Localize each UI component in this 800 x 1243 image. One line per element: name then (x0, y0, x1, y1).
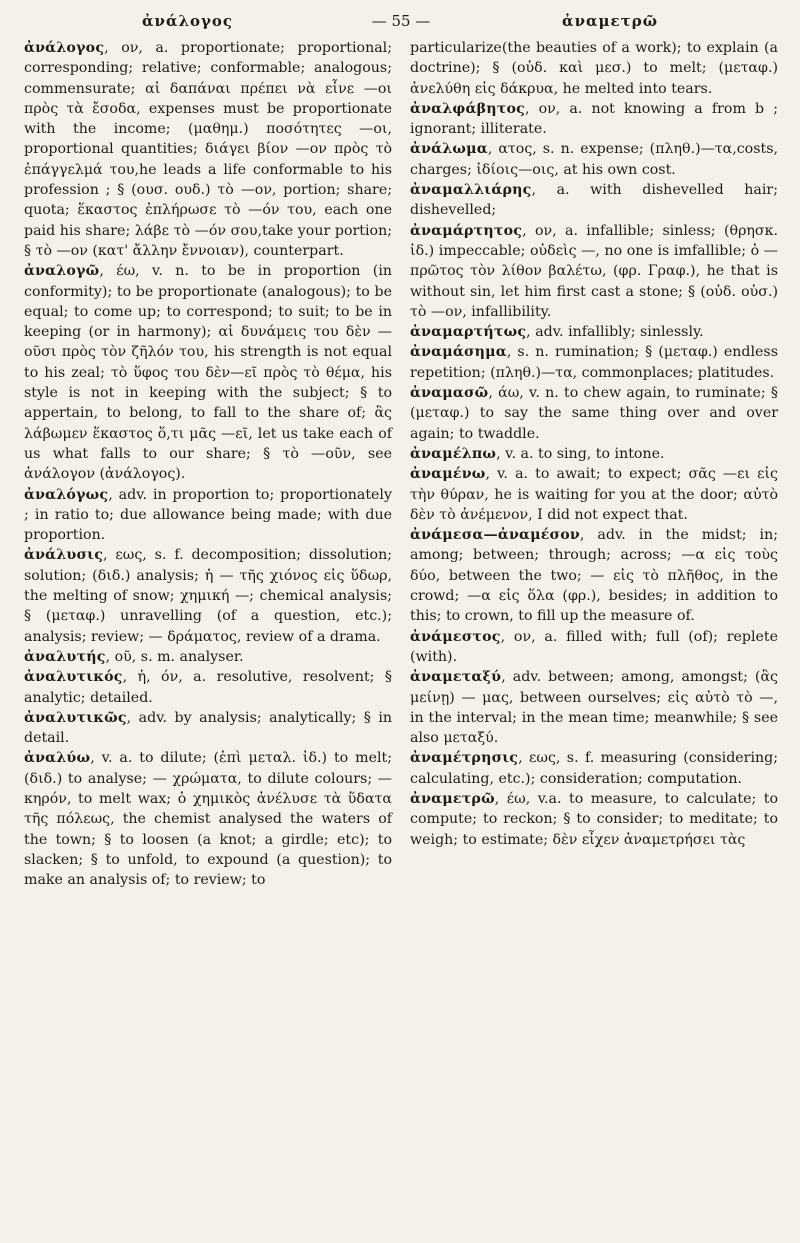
entry-headword: ἀναμάρτητος (410, 222, 523, 239)
dictionary-entry (24, 38, 392, 261)
entry-definition: , adv. in proportion to; proportionately ; in ratio to; due allowance being made; with due proportion. (24, 486, 392, 544)
running-head-last-word: ἀναμετρῶ (562, 12, 658, 30)
columns (24, 38, 778, 890)
entry-headword: ἀναμέλπω (410, 445, 497, 462)
dictionary-entry (410, 383, 778, 444)
entry-headword: ἀναλυτικῶς (24, 709, 127, 726)
entry-headword: ἀνάλυσις (24, 547, 104, 564)
entry-headword: ἀναμασῶ (410, 385, 489, 402)
entry-definition: , v. a. to sing, to intone. (496, 445, 665, 462)
entry-definition: , άω, v. n. to chew again, to ruminate; § (μεταφ.) to say the same thing over and over again; to twaddle. (410, 385, 778, 442)
entry-definition: , ον, a. filled with; full (of); replete (with). (410, 628, 778, 665)
dictionary-entry (24, 667, 392, 708)
right-column (410, 38, 778, 890)
entry-definition: , v. a. to dilute; (ἐπὶ μεταλ. ἰδ.) to melt; (διδ.) to analyse; — χρώματα, to dilute colours; — κηρόν, to melt wax; ὁ χημικὸς ἀνέλυσε τὰ ὕδατα τῆς πόλεως, the chemist analysed the waters of the town; § to loosen (a knot; a girdle; etc); to slacken; § to unfold, to expound (a question); to make an analysis of; to review; to (24, 750, 392, 889)
entry-definition: , ον, a. not knowing a from b ; ignorant; illiterate. (410, 100, 778, 138)
dictionary-entry (410, 525, 778, 626)
dictionary-entry (410, 667, 778, 748)
entry-headword: ἀναλυτής (24, 648, 106, 665)
entry-definition: , οῦ, s. m. analyser. (105, 648, 244, 665)
entry-headword: ἀναμέτρησις (410, 750, 519, 767)
entry-headword: ἀναλογῶ (24, 263, 100, 280)
dictionary-entry (24, 485, 392, 546)
dictionary-entry (24, 545, 392, 646)
entry-headword: ἀναμάσημα (410, 344, 507, 361)
entry-definition: , ον, a. infallible; sinless; (θρησκ. ἰδ.) impeccable; οὐδεὶς —, no one is imfallible; ὁ — πρῶτος τὸν λίθον βαλέτω, (φρ. Γραφ.), he that is without sin, let him first cast a stone; § (οὐδ. οὐσ.) τὸ —ον, infallibility. (410, 222, 778, 320)
entry-definition: , ἡ, όν, a. resolutive, resolvent; § analytic; detailed. (24, 669, 392, 706)
entry-headword: ἀνάμεστος (410, 628, 501, 645)
running-head (24, 10, 778, 38)
dictionary-entry (410, 38, 778, 99)
dictionary-entry (410, 99, 778, 140)
dictionary-entry (24, 748, 392, 890)
dictionary-entry (24, 261, 392, 484)
dictionary-entry (410, 789, 778, 850)
entry-definition: , v. a. to await; to expect; σᾶς —ει εἰς τὴν θύραν, he is waiting for you at the door; αὐτὸ δὲν τὸ ἀνέμενον, I did not expect that. (410, 466, 778, 523)
entry-headword: ἀναλόγως (24, 486, 109, 503)
entry-definition: , εως, s. f. measuring (considering; calculating, etc.); consideration; computation. (410, 750, 778, 787)
entry-headword: ἀναμαρτήτως (410, 324, 527, 341)
dictionary-entry (410, 180, 778, 221)
entry-headword: ἀνάλωμα (410, 141, 488, 158)
dictionary-entry (410, 322, 778, 342)
entry-definition: , adv. infallibly; sinlessly. (526, 324, 704, 341)
entry-definition: , εως, s. f. decomposition; dissolution; solution; (διδ.) analysis; ἡ — τῆς χιόνος εἰς ὕδωρ, the melting of snow; χημική —; chemical analysis; § (μεταφ.) unravelling (of a question, etc.); analysis; review; — δράματος, review of a drama. (24, 547, 392, 645)
entry-definition: , έω, v. n. to be in proportion (in conformity); to be proportionate (analogous); to be equal; to come up; to correspond; to suit; to be in keeping (or in harmony); αἱ δυνάμεις του δὲν —οῦσι πρὸς τὸν ζῆλόν του, his strength is not equal to his zeal; τὸ ὕφος του δὲν—εῖ πρὸς τὸ θέμα, his style is not in keeping with the subject; § to appertain, to belong, to fall to the share of; ἂς λάβωμεν ἕκαστος ὅ,τι μᾶς —εῖ, let us take each of us what falls to our share; § τὸ —οῦν, see ἀνάλογον (ἀνάλογος). (24, 263, 392, 483)
dictionary-entry (410, 444, 778, 464)
entry-headword: ἀναμαλλιάρης (410, 182, 532, 199)
entry-definition: particularize(the beauties of a work); to explain (a doctrine); § (οὐδ. καὶ μεσ.) to melt; (μεταφ.) ἀνελύθη εἰς δάκρυα, he melted into tears. (410, 40, 778, 97)
entry-definition: , ατος, s. n. expense; (πληθ.)—τα,costs, charges; ἰδίοις—οις, at his own cost. (410, 141, 778, 178)
dictionary-entry (24, 708, 392, 749)
left-column (24, 38, 392, 890)
entry-headword: ἀναλύω (24, 750, 91, 767)
dictionary-entry (410, 342, 778, 383)
entry-definition: , a. with dishevelled hair; dishevelled; (410, 182, 778, 219)
dictionary-entry (410, 221, 778, 322)
dictionary-entry (410, 464, 778, 525)
dictionary-entry (410, 748, 778, 789)
entry-definition: , adv. between; among, amongst; (ἂς μείνῃ) — μας, between ourselves; εἰς αὐτὸ τὸ —, in the interval; in the mean time; meanwhile; § see also μεταξύ. (410, 669, 778, 747)
entry-headword: ἀναλφάβητος (410, 100, 525, 117)
dictionary-entry (410, 139, 778, 180)
running-head-first-word: ἀνάλογος (142, 12, 234, 30)
entry-headword: ἀναμεταξύ (410, 669, 502, 686)
page-number: — 55 — (371, 12, 431, 30)
entry-definition: , adv. by analysis; analytically; § in detail. (24, 709, 392, 747)
entry-headword: ἀναμένω (410, 466, 486, 483)
entry-headword: ἀναμετρῶ (410, 790, 495, 807)
entry-definition: , s. n. rumination; § (μεταφ.) endless repetition; (πληθ.)—τα, commonplaces; platitudes. (410, 344, 778, 381)
entry-definition: , ον, a. proportionate; proportional; corresponding; relative; conformable; analogous; commensurate; αἱ δαπάναι πρέπει νὰ εἶνε —οι πρὸς τὰ ἔσοδα, expenses must be proportionate with the income; (μαθημ.) ποσότητες —οι, proportional quantities; διάγει βίον —ον πρὸς τὸ ἐπάγγελμά του,he leads a life conformable to his profession ; § (ουσ. ουδ.) τὸ —ον, portion; share; quota; ἕκαστος ἐπλήρωσε τὸ —όν του, each one paid his share; λάβε τὸ —όν σου,take your portion; § τὸ —ον (κατ' ἄλλην ἔννοιαν), counterpart. (24, 40, 392, 259)
entry-definition: , adv. in the midst; in; among; between; through; across; —α εἰς τοὺς δύο, between the two; — εἰς τὸ πλῆθος, in the crowd; —α εἰς ὅλα (φρ.), besides; in addition to this; to crown, to fill up the measure of. (410, 527, 778, 625)
entry-headword: ἀνάμεσα—ἀναμέσον (410, 527, 580, 544)
dictionary-entry (24, 647, 392, 667)
dictionary-entry (410, 627, 778, 668)
entry-headword: ἀναλυτικός (24, 669, 123, 686)
entry-definition: , έω, v.a. to measure, to calculate; to compute; to reckon; § to consider; to meditate; to weigh; to estimate; δὲν εἶχεν ἀναμετρήσει τὰς (410, 790, 778, 848)
entry-headword: ἀνάλογος (24, 40, 105, 56)
